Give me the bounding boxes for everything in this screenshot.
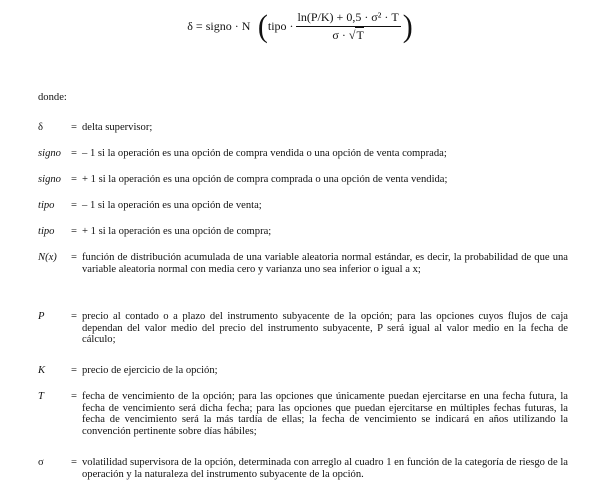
definition-symbol: N(x) (38, 252, 57, 263)
definition-text: precio al contado o a plazo del instrumento subyacente de la opción; para las opciones cuyos flujos de caja dependan del valor medio del precio del instrumento subyacente, P será igual al valor medio en la fecha de cálculo; (82, 311, 568, 346)
equals-sign: = (71, 252, 77, 263)
equals-sign: = (71, 148, 77, 159)
equals-sign: = (71, 174, 77, 185)
formula-lhs: δ = signo · N (187, 19, 251, 33)
definition-row (38, 252, 568, 275)
equals-sign: = (71, 122, 77, 133)
definition-symbol: tipo (38, 226, 55, 237)
equals-sign: = (71, 391, 77, 402)
definition-text: función de distribución acumulada de una variable aleatoria normal estándar, es decir, la probabilidad de que una variable aleatoria normal con media cero y varianza uno sea inferior o igual a x; (82, 252, 568, 275)
definition-symbol: δ (38, 122, 43, 133)
definition-row (38, 391, 568, 437)
definition-row (38, 365, 568, 377)
definition-row (38, 174, 568, 186)
equals-sign: = (71, 365, 77, 376)
equals-sign: = (71, 226, 77, 237)
definition-text: fecha de vencimiento de la opción; para las opciones que únicamente puedan ejercitarse en una fecha futura, la fecha de vencimiento será dicha fecha; para las opciones que puedan ejercitarse en múltiples fechas futuras, la fecha de vencimiento será la más tardía de ellas; la fecha de vencimiento se indicará en años utilizando la convención pertinente sobre días hábiles; (82, 391, 568, 437)
equals-sign: = (71, 457, 77, 468)
definition-text: delta supervisor; (82, 122, 153, 133)
formula-tipo: tipo · (267, 19, 294, 33)
intro-text: donde: (38, 92, 67, 103)
definition-text: – 1 si la operación es una opción de venta; (82, 200, 262, 211)
definition-text: + 1 si la operación es una opción de compra comprada o una opción de venta vendida; (82, 174, 448, 185)
delta-formula (0, 10, 600, 43)
definition-symbol: σ (38, 457, 44, 468)
definition-symbol: signo (38, 174, 61, 185)
definition-text: – 1 si la operación es una opción de compra vendida o una opción de venta comprada; (82, 148, 447, 159)
definition-symbol: T (38, 391, 44, 402)
definition-symbol: tipo (38, 200, 55, 211)
definition-row (38, 311, 568, 346)
left-paren: ( (250, 8, 268, 44)
definition-symbol: P (38, 311, 45, 322)
formula-denominator (332, 27, 363, 43)
definition-symbol: signo (38, 148, 61, 159)
definition-symbol: K (38, 365, 46, 376)
formula-fraction (296, 10, 401, 43)
definition-text: volatilidad supervisora de la opción, determinada con arreglo al cuadro 1 en función de la categoría de riesgo de la operación y la naturaleza del instrumento subyacente de la opción. (82, 457, 568, 480)
definition-text: precio de ejercicio de la opción; (82, 365, 218, 376)
denominator-sqrt-t: T (356, 28, 364, 42)
definition-row (38, 226, 568, 238)
definition-row (38, 457, 568, 480)
equals-sign: = (71, 311, 77, 322)
definition-row (38, 148, 568, 160)
denominator-prefix: σ · √ (332, 28, 356, 42)
right-paren: ) (402, 8, 413, 44)
definition-row (38, 200, 568, 212)
equals-sign: = (71, 200, 77, 211)
definition-text: + 1 si la operación es una opción de compra; (82, 226, 272, 237)
formula-numerator: ln(P/K) + 0,5 · σ² · T (296, 10, 401, 27)
definition-row (38, 122, 568, 134)
